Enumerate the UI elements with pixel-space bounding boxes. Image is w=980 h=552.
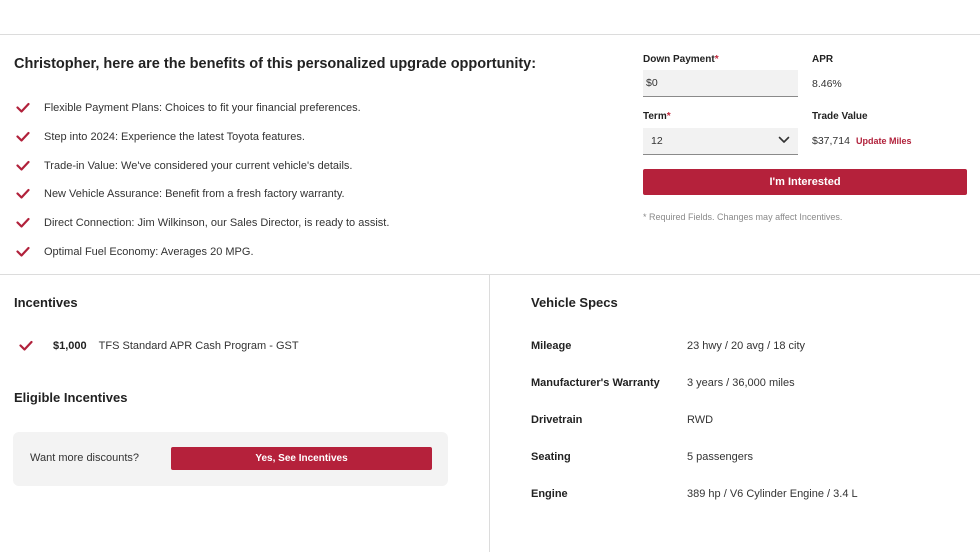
check-icon <box>16 217 30 229</box>
term-value: 12 <box>651 135 663 147</box>
incentives-title: Incentives <box>14 295 78 310</box>
spec-value-mileage: 23 hwy / 20 avg / 18 city <box>687 340 806 352</box>
apr-label: APR <box>812 54 834 65</box>
incentive-amount: $1,000 <box>53 340 87 352</box>
incentive-item <box>19 340 299 352</box>
required-mark: * <box>714 54 719 65</box>
benefit-item <box>16 237 389 266</box>
trade-value: $37,714 <box>812 135 850 147</box>
check-icon <box>16 160 30 172</box>
term-select[interactable] <box>643 128 798 155</box>
spec-value-warranty: 3 years / 36,000 miles <box>687 377 795 389</box>
down-payment-value: $0 <box>646 77 658 89</box>
benefit-text: Trade-in Value: We've considered your current vehicle's details. <box>44 159 353 172</box>
eligible-incentives-title: Eligible Incentives <box>14 390 128 405</box>
chevron-down-icon <box>778 135 790 147</box>
required-note: * Required Fields. Changes may affect Incentives. <box>643 212 843 222</box>
down-payment-input[interactable] <box>643 70 798 97</box>
column-divider <box>489 275 490 552</box>
spec-value-engine: 389 hp / V6 Cylinder Engine / 3.4 L <box>687 488 858 500</box>
term-label: Term* <box>643 111 671 122</box>
check-icon <box>16 131 30 143</box>
check-icon <box>16 102 30 114</box>
benefit-item <box>16 151 389 180</box>
incentive-name: TFS Standard APR Cash Program - GST <box>98 340 299 352</box>
update-miles-link[interactable]: Update Miles <box>855 136 912 146</box>
benefit-item <box>16 94 389 123</box>
apr-value: 8.46% <box>812 78 842 90</box>
benefit-text: Optimal Fuel Economy: Averages 20 MPG. <box>44 245 254 258</box>
vehicle-specs-title: Vehicle Specs <box>531 295 618 310</box>
benefit-item <box>16 123 389 152</box>
required-mark: * <box>666 111 671 122</box>
check-icon <box>16 246 30 258</box>
top-divider <box>0 34 980 35</box>
check-icon <box>16 188 30 200</box>
spec-label-warranty: Manufacturer's Warranty <box>531 377 660 389</box>
spec-label-drivetrain: Drivetrain <box>531 414 583 426</box>
spec-label-mileage: Mileage <box>531 340 572 352</box>
benefit-text: Step into 2024: Experience the latest Toyota features. <box>44 131 305 144</box>
down-payment-label: Down Payment* <box>643 54 719 65</box>
see-incentives-button[interactable]: Yes, See Incentives <box>171 447 432 470</box>
page-headline: Christopher, here are the benefits of this personalized upgrade opportunity: <box>14 56 537 72</box>
benefit-text: New Vehicle Assurance: Benefit from a fresh factory warranty. <box>44 188 345 201</box>
check-icon <box>19 340 33 352</box>
spec-value-seating: 5 passengers <box>687 451 754 463</box>
interested-button[interactable]: I'm Interested <box>643 169 967 195</box>
benefit-text: Direct Connection: Jim Wilkinson, our Sales Director, is ready to assist. <box>44 217 390 230</box>
benefit-text: Flexible Payment Plans: Choices to fit your financial preferences. <box>44 102 361 115</box>
trade-value-label: Trade Value <box>812 111 868 122</box>
benefit-item <box>16 180 389 209</box>
benefits-list <box>16 94 389 266</box>
discount-prompt: Want more discounts? <box>30 452 140 464</box>
spec-label-seating: Seating <box>531 451 571 463</box>
discount-panel <box>13 432 448 486</box>
spec-value-drivetrain: RWD <box>687 414 714 426</box>
section-divider <box>0 274 980 275</box>
benefit-item <box>16 209 389 238</box>
spec-label-engine: Engine <box>531 488 568 500</box>
trade-value-row <box>812 135 911 147</box>
